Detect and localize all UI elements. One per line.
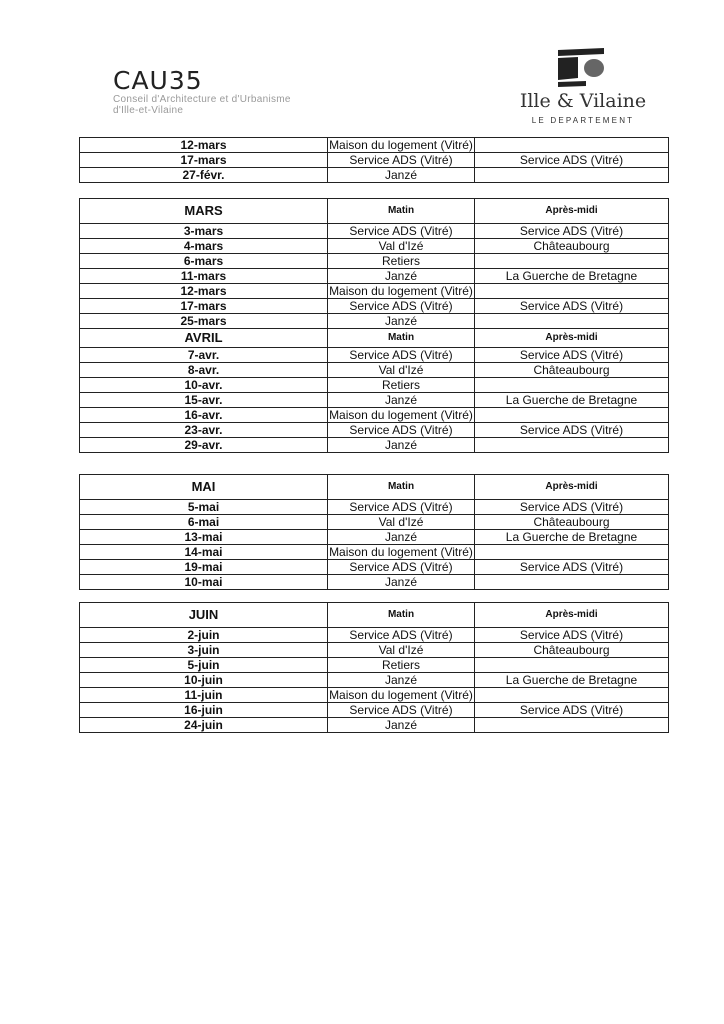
matin-cell: Service ADS (Vitré): [328, 500, 475, 515]
date-cell: 13-mai: [80, 530, 328, 545]
matin-header: Matin: [328, 475, 475, 500]
date-cell: 3-juin: [80, 643, 328, 658]
matin-cell: Janzé: [328, 269, 475, 284]
apres-midi-cell: Châteaubourg: [475, 239, 669, 254]
apres-midi-cell: [475, 575, 669, 590]
table-row: [80, 269, 669, 284]
table-row: [80, 239, 669, 254]
table-row: [80, 363, 669, 378]
apres-midi-cell: La Guerche de Bretagne: [475, 393, 669, 408]
schedule-table-juin: [79, 602, 669, 733]
matin-cell: Service ADS (Vitré): [328, 560, 475, 575]
cau35-title: CAU35: [113, 66, 203, 95]
table-row: [80, 515, 669, 530]
matin-header: Matin: [328, 603, 475, 628]
apres-midi-cell: Châteaubourg: [475, 363, 669, 378]
month-header-row: [80, 199, 669, 224]
table-row: [80, 153, 669, 168]
matin-header: Matin: [328, 199, 475, 224]
apres-midi-cell: Service ADS (Vitré): [475, 628, 669, 643]
table-row: [80, 314, 669, 329]
table-row: [80, 438, 669, 453]
matin-cell: Retiers: [328, 378, 475, 393]
table-row: [80, 408, 669, 423]
table-row: [80, 530, 669, 545]
apres-midi-cell: Service ADS (Vitré): [475, 153, 669, 168]
cau35-subtitle-line2: d'Ille-et-Vilaine: [113, 105, 184, 116]
date-cell: 5-juin: [80, 658, 328, 673]
table-row: [80, 643, 669, 658]
date-cell: 6-mars: [80, 254, 328, 269]
apres-midi-cell: Service ADS (Vitré): [475, 224, 669, 239]
date-cell: 12-mars: [80, 284, 328, 299]
date-cell: 10-juin: [80, 673, 328, 688]
apres-midi-cell: Service ADS (Vitré): [475, 560, 669, 575]
matin-cell: Maison du logement (Vitré): [329, 408, 473, 422]
matin-cell: Retiers: [328, 658, 475, 673]
matin-cell: Janzé: [328, 575, 475, 590]
le-departement-label: LE DEPARTEMENT: [531, 116, 635, 125]
date-cell: 7-avr.: [80, 348, 328, 363]
apres-midi-cell: [475, 545, 669, 560]
table-row: [80, 545, 669, 560]
date-cell: 5-mai: [80, 500, 328, 515]
matin-cell: Val d'Izé: [328, 643, 475, 658]
apres-midi-cell: La Guerche de Bretagne: [475, 673, 669, 688]
table-row: [80, 658, 669, 673]
apres-midi-cell: [475, 688, 669, 703]
table-row: [80, 673, 669, 688]
matin-cell: Janzé: [328, 168, 475, 183]
month-name: AVRIL: [80, 329, 328, 348]
matin-cell: Janzé: [328, 530, 475, 545]
apres-midi-cell: Châteaubourg: [475, 643, 669, 658]
matin-cell: Service ADS (Vitré): [328, 224, 475, 239]
month-header-row: [80, 329, 669, 348]
table-row: [80, 560, 669, 575]
date-cell: 16-avr.: [80, 408, 328, 423]
apres-midi-cell: [475, 658, 669, 673]
table-row: [80, 378, 669, 393]
matin-cell: Janzé: [328, 718, 475, 733]
apres-midi-cell: [475, 168, 669, 183]
date-cell: 15-avr.: [80, 393, 328, 408]
ille-et-vilaine-emblem-icon: [556, 48, 606, 88]
apres-midi-header: Après-midi: [475, 603, 669, 628]
matin-cell: Maison du logement (Vitré): [329, 545, 473, 559]
date-cell: 4-mars: [80, 239, 328, 254]
matin-cell: Maison du logement (Vitré): [329, 284, 473, 298]
schedule-table-mai: [79, 474, 669, 590]
ille-et-vilaine-name: Ille & Vilaine: [519, 90, 647, 112]
table-row: [80, 224, 669, 239]
matin-cell: Val d'Izé: [328, 515, 475, 530]
apres-midi-cell: [475, 284, 669, 299]
cau35-subtitle-line1: Conseil d'Architecture et d'Urbanisme: [113, 94, 291, 105]
ille-et-vilaine-logo: [518, 48, 648, 128]
matin-cell: Service ADS (Vitré): [328, 423, 475, 438]
schedule-table-continuation: [79, 137, 669, 183]
matin-cell: Val d'Izé: [328, 363, 475, 378]
apres-midi-cell: [475, 138, 669, 153]
table-row: [80, 393, 669, 408]
date-cell: 12-mars: [80, 138, 328, 153]
month-name: MAI: [80, 475, 328, 500]
date-cell: 27-févr.: [80, 168, 328, 183]
date-cell: 11-mars: [80, 269, 328, 284]
date-cell: 10-avr.: [80, 378, 328, 393]
date-cell: 14-mai: [80, 545, 328, 560]
matin-cell: Maison du logement (Vitré): [329, 688, 473, 702]
matin-cell: Janzé: [328, 314, 475, 329]
apres-midi-cell: La Guerche de Bretagne: [475, 269, 669, 284]
month-header-row: [80, 475, 669, 500]
table-row: [80, 703, 669, 718]
matin-cell: Maison du logement (Vitré): [329, 138, 473, 152]
matin-cell: Val d'Izé: [328, 239, 475, 254]
apres-midi-cell: Service ADS (Vitré): [475, 500, 669, 515]
date-cell: 24-juin: [80, 718, 328, 733]
matin-cell: Janzé: [328, 673, 475, 688]
month-name: JUIN: [80, 603, 328, 628]
date-cell: 17-mars: [80, 153, 328, 168]
matin-cell: Service ADS (Vitré): [328, 628, 475, 643]
apres-midi-header: Après-midi: [475, 329, 669, 348]
matin-cell: Service ADS (Vitré): [328, 703, 475, 718]
apres-midi-cell: Service ADS (Vitré): [475, 348, 669, 363]
apres-midi-header: Après-midi: [475, 199, 669, 224]
date-cell: 23-avr.: [80, 423, 328, 438]
table-row: [80, 348, 669, 363]
table-row: [80, 500, 669, 515]
date-cell: 10-mai: [80, 575, 328, 590]
date-cell: 16-juin: [80, 703, 328, 718]
table-row: [80, 254, 669, 269]
date-cell: 25-mars: [80, 314, 328, 329]
table-row: [80, 688, 669, 703]
table-row: [80, 284, 669, 299]
matin-cell: Service ADS (Vitré): [328, 153, 475, 168]
matin-cell: Service ADS (Vitré): [328, 348, 475, 363]
matin-cell: Service ADS (Vitré): [328, 299, 475, 314]
table-row: [80, 138, 669, 153]
apres-midi-cell: La Guerche de Bretagne: [475, 530, 669, 545]
table-row: [80, 299, 669, 314]
matin-cell: Janzé: [328, 393, 475, 408]
date-cell: 8-avr.: [80, 363, 328, 378]
date-cell: 2-juin: [80, 628, 328, 643]
apres-midi-cell: [475, 438, 669, 453]
date-cell: 3-mars: [80, 224, 328, 239]
apres-midi-cell: Service ADS (Vitré): [475, 703, 669, 718]
table-row: [80, 628, 669, 643]
matin-cell: Janzé: [328, 438, 475, 453]
matin-header: Matin: [328, 329, 475, 348]
date-cell: 6-mai: [80, 515, 328, 530]
table-row: [80, 168, 669, 183]
apres-midi-header: Après-midi: [475, 475, 669, 500]
apres-midi-cell: [475, 718, 669, 733]
apres-midi-cell: Service ADS (Vitré): [475, 423, 669, 438]
date-cell: 29-avr.: [80, 438, 328, 453]
date-cell: 19-mai: [80, 560, 328, 575]
apres-midi-cell: [475, 378, 669, 393]
matin-cell: Retiers: [328, 254, 475, 269]
apres-midi-cell: [475, 408, 669, 423]
month-header-row: [80, 603, 669, 628]
apres-midi-cell: [475, 254, 669, 269]
apres-midi-cell: [475, 314, 669, 329]
date-cell: 11-juin: [80, 688, 328, 703]
table-row: [80, 575, 669, 590]
schedule-table-mars-avril: [79, 198, 669, 453]
table-row: [80, 423, 669, 438]
apres-midi-cell: Service ADS (Vitré): [475, 299, 669, 314]
table-row: [80, 718, 669, 733]
date-cell: 17-mars: [80, 299, 328, 314]
apres-midi-cell: Châteaubourg: [475, 515, 669, 530]
month-name: MARS: [80, 199, 328, 224]
cau35-logo: [113, 68, 291, 116]
